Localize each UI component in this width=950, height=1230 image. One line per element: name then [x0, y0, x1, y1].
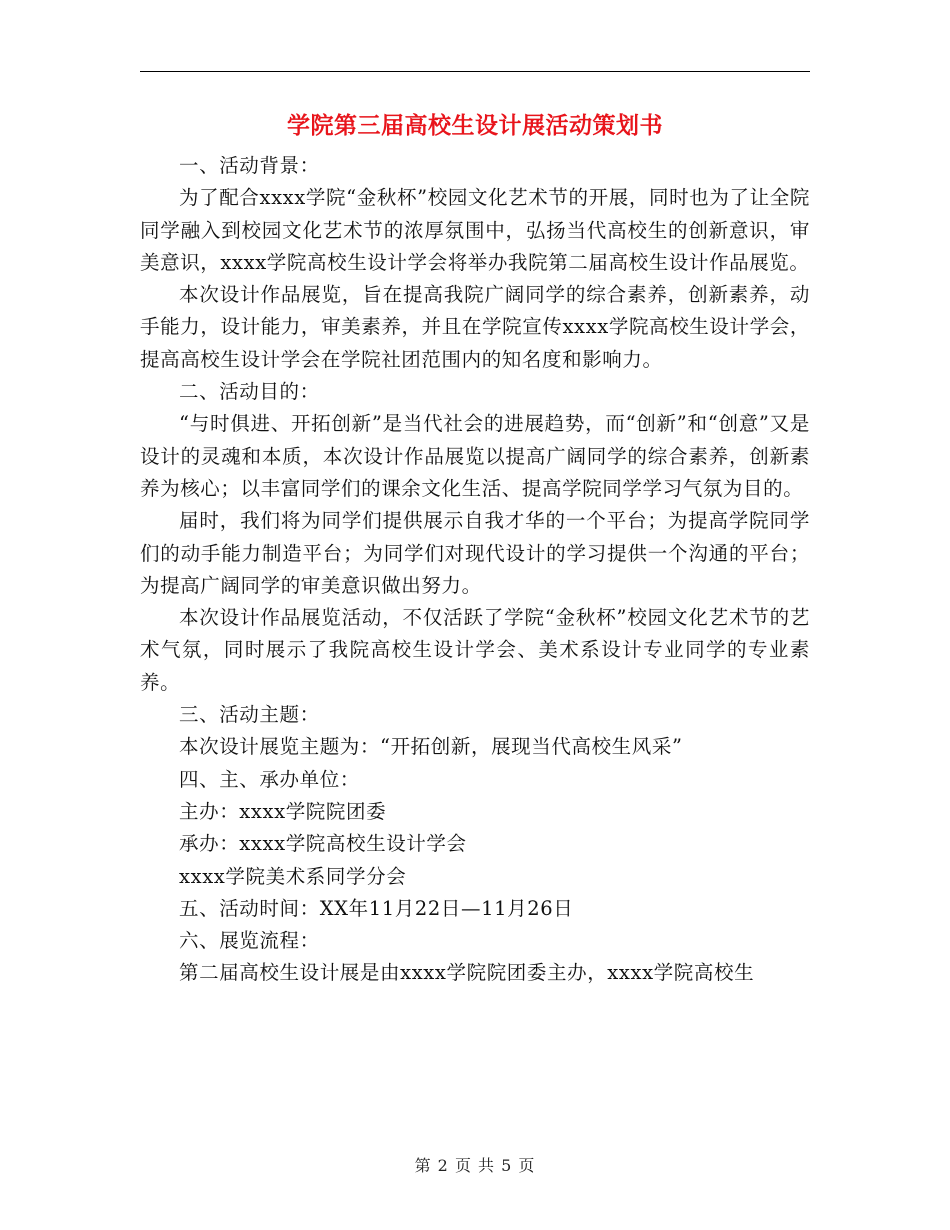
section-heading-organizers: 四、主、承办单位： [179, 767, 360, 791]
paragraph-background-2: 本次设计作品展览，旨在提高我院广阔同学的综合素养，创新素养，动手能力，设计能力，审美素养，并且在学院宣传xxxx学院高校生设计学会，提高高校生设计学会在学院社团范围内的知名度和影响力。 [140, 283, 810, 371]
paragraph-process: 第二届高校生设计展是由xxxx学院院团委主办，xxxx学院高校生 [179, 961, 755, 985]
paragraph-background-1: 为了配合xxxx学院“金秋杯”校园文化艺术节的开展，同时也为了让全院同学融入到校园文化艺术节的浓厚氛围中，弘扬当代高校生的创新意识，审美意识，xxxx学院高校生设计学会将举办我院第二届高校生设计作品展览。 [140, 186, 810, 274]
section-heading-time: 五、活动时间：XX年11月22日—11月26日 [179, 896, 574, 920]
paragraph-co-organizer: xxxx学院美术系同学分会 [179, 864, 407, 888]
paragraph-organizer: 承办：xxxx学院高校生设计学会 [179, 832, 467, 856]
paragraph-purpose-1: “与时俱进、开拓创新”是当代社会的进展趋势，而“创新”和“创意”又是设计的灵魂和本质，本次设计作品展览以提高广阔同学的综合素养，创新素养为核心；以丰富同学们的课余文化生活、提高学院同学学习气氛为目的。 [140, 412, 810, 500]
paragraph-host: 主办：xxxx学院院团委 [179, 799, 387, 823]
page-number: 第 2 页 共 5 页 [414, 1156, 536, 1175]
paragraph-theme: 本次设计展览主题为：“开拓创新，展现当代高校生风采” [179, 735, 683, 759]
section-heading-theme: 三、活动主题： [179, 703, 320, 727]
section-heading-purpose: 二、活动目的： [179, 380, 320, 404]
paragraph-purpose-2: 届时，我们将为同学们提供展示自我才华的一个平台；为提高学院同学们的动手能力制造平台；为同学们对现代设计的学习提供一个沟通的平台；为提高广阔同学的审美意识做出努力。 [140, 509, 810, 597]
document-body [140, 150, 810, 990]
section-heading-background: 一、活动背景： [179, 154, 320, 177]
document-title: 学院第三届高校生设计展活动策划书 [287, 112, 663, 139]
section-heading-process: 六、展览流程： [179, 929, 320, 953]
paragraph-purpose-3: 本次设计作品展览活动，不仅活跃了学院“金秋杯”校园文化艺术节的艺术气氛，同时展示了我院高校生设计学会、美术系设计专业同学的专业素养。 [140, 606, 810, 694]
header-rule [140, 71, 810, 72]
